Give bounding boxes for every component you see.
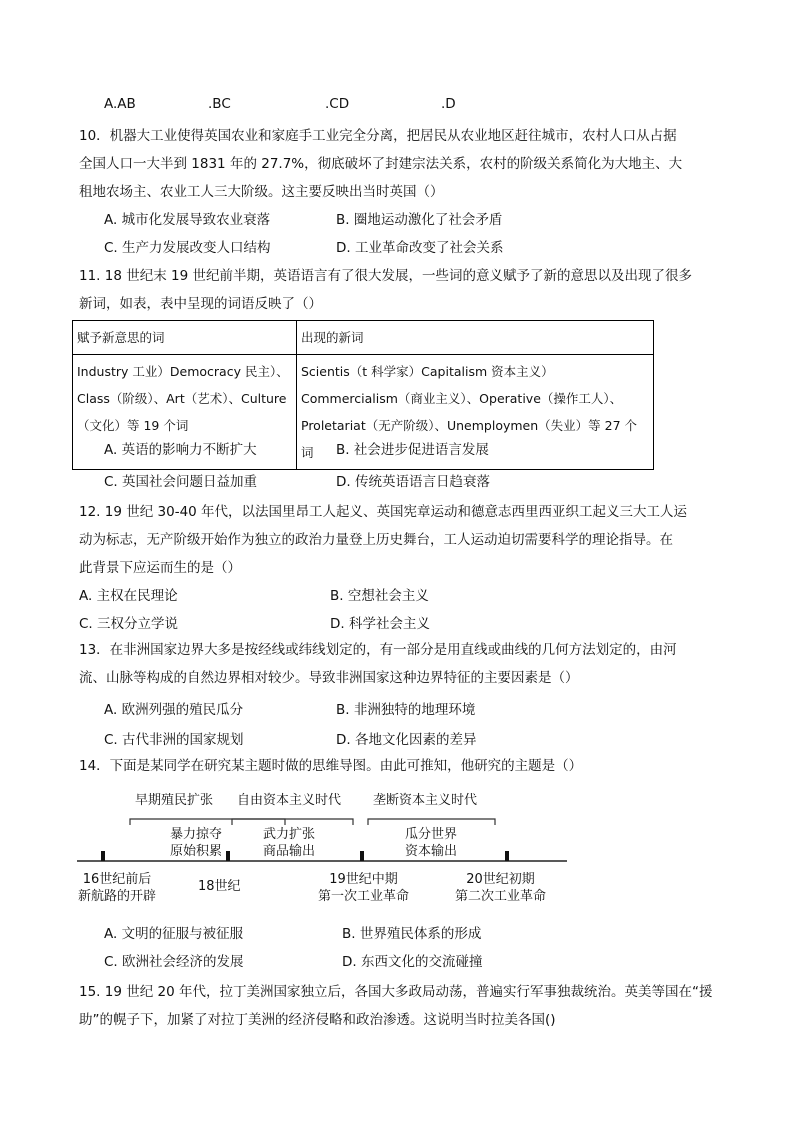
q12-option-c: C. 三权分立学说 — [79, 616, 179, 632]
table-cell: Industry 工业）Democracy 民主）、Class（阶级）、Art（艺术）、Culture（文化）等 19 个词 — [73, 355, 297, 470]
q11-option-a: A. 英语的影响力不断扩大 — [104, 442, 257, 458]
period-label: 早期殖民扩张 — [135, 793, 214, 808]
means-label: 瓜分世界 资本输出 — [405, 827, 458, 859]
question-14 — [79, 752, 582, 780]
question-line: 租地农场主、农业工人三大阶级。这主要反映出当时英国（） — [79, 184, 444, 200]
question-line: 动为标志，无产阶级开始作为独立的政治力量登上历史舞台，工人运动迫切需要科学的理论指导。在 — [79, 532, 673, 548]
question-line: 10．机器大工业使得英国农业和家庭手工业完全分离，把居民从农业地区赶往城市，农村人口从占据 — [79, 128, 677, 144]
q14-option-b: B. 世界殖民体系的形成 — [342, 926, 482, 942]
q9-option-b: .BC — [208, 96, 231, 112]
q14-option-c: C. 欧洲社会经济的发展 — [104, 954, 244, 970]
q13-option-d: D. 各地文化因素的差异 — [336, 732, 477, 748]
q9-option-d: .D — [441, 96, 456, 112]
q9-option-a: A.AB — [104, 96, 136, 112]
question-line: 14．下面是某同学在研究某主题时做的思维导图。由此可推知，他研究的主题是（） — [79, 758, 583, 774]
table-header: 出现的新词 — [297, 321, 654, 355]
q10-option-d: D. 工业革命改变了社会关系 — [336, 240, 504, 256]
question-line: 12. 19 世纪 30-40 年代，以法国里昂工人起义、英国宪章运动和德意志西里西亚织工起义三大工人运 — [79, 504, 688, 520]
q12-option-a: A. 主权在民理论 — [79, 588, 178, 604]
question-line: 15. 19 世纪 20 年代，拉丁美洲国家独立后，各国大多政局动荡，普遍实行军事独裁统治。英美等国在“援 — [79, 984, 713, 1000]
q12-option-d: D. 科学社会主义 — [330, 616, 430, 632]
question-line: 13．在非洲国家边界大多是按经线或纬线划定的，有一部分是用直线或曲线的几何方法划定的，由河 — [79, 642, 677, 658]
q13-option-a: A. 欧洲列强的殖民瓜分 — [104, 702, 244, 718]
q13-option-c: C. 古代非洲的国家规划 — [104, 732, 244, 748]
period-label: 自由资本主义时代 — [237, 793, 342, 808]
time-label: 19世纪中期 第一次工业革命 — [318, 872, 410, 904]
q14-option-a: A. 文明的征服与被征服 — [104, 926, 244, 942]
q10-option-a: A. 城市化发展导致农业衰落 — [104, 212, 271, 228]
mind-map — [75, 785, 575, 910]
q10-option-c: C. 生产力发展改变人口结构 — [104, 240, 271, 256]
q11-option-b: B. 社会进步促进语言发展 — [336, 442, 489, 458]
question-12 — [79, 498, 687, 582]
question-line: 助”的幌子下，加紧了对拉丁美洲的经济侵略和政治渗透。这说明当时拉美各国() — [79, 1012, 556, 1028]
means-label: 武力扩张 商品输出 — [263, 827, 316, 859]
question-13 — [79, 636, 677, 692]
table-header: 赋予新意思的词 — [73, 321, 297, 355]
time-label: 18世纪 — [198, 879, 241, 894]
question-11 — [79, 262, 692, 318]
question-line: 新词，如表，表中呈现的词语反映了（） — [79, 296, 322, 312]
question-10 — [79, 122, 682, 206]
question-line: 11. 18 世纪末 19 世纪前半期，英语语言有了很大发展，一些词的意义赋予了新的意思以及出现了很多 — [79, 268, 692, 284]
q11-option-c: C. 英国社会问题日益加重 — [104, 474, 258, 490]
time-label: 20世纪初期 第二次工业革命 — [455, 872, 547, 904]
q12-option-b: B. 空想社会主义 — [330, 588, 429, 604]
q14-option-d: D. 东西文化的交流碰撞 — [342, 954, 483, 970]
question-15 — [79, 978, 712, 1034]
q9-option-c: .CD — [325, 96, 350, 112]
means-label: 暴力掠夺 原始积累 — [170, 827, 223, 859]
table-cell: Scientis（t 科学家）Capitalism 资本主义）Commercialism（商业主义）、Operative（操作工人）、Proletariat（无产阶级）、Unemploymen（失业）等 27 个词 — [297, 355, 654, 470]
q10-option-b: B. 圈地运动激化了社会矛盾 — [336, 212, 503, 228]
q13-option-b: B. 非洲独特的地理环境 — [336, 702, 476, 718]
q11-option-d: D. 传统英语语言日趋衰落 — [336, 474, 490, 490]
period-label: 垄断资本主义时代 — [373, 793, 478, 808]
question-line: 全国人口一大半到 1831 年的 27.7%，彻底破坏了封建宗法关系，农村的阶级关系简化为大地主、大 — [79, 156, 683, 172]
question-line: 此背景下应运而生的是（） — [79, 560, 241, 576]
question-line: 流、山脉等构成的自然边界相对较少。导致非洲国家这种边界特征的主要因素是（） — [79, 670, 579, 686]
time-label: 16世纪前后 新航路的开辟 — [78, 872, 157, 904]
